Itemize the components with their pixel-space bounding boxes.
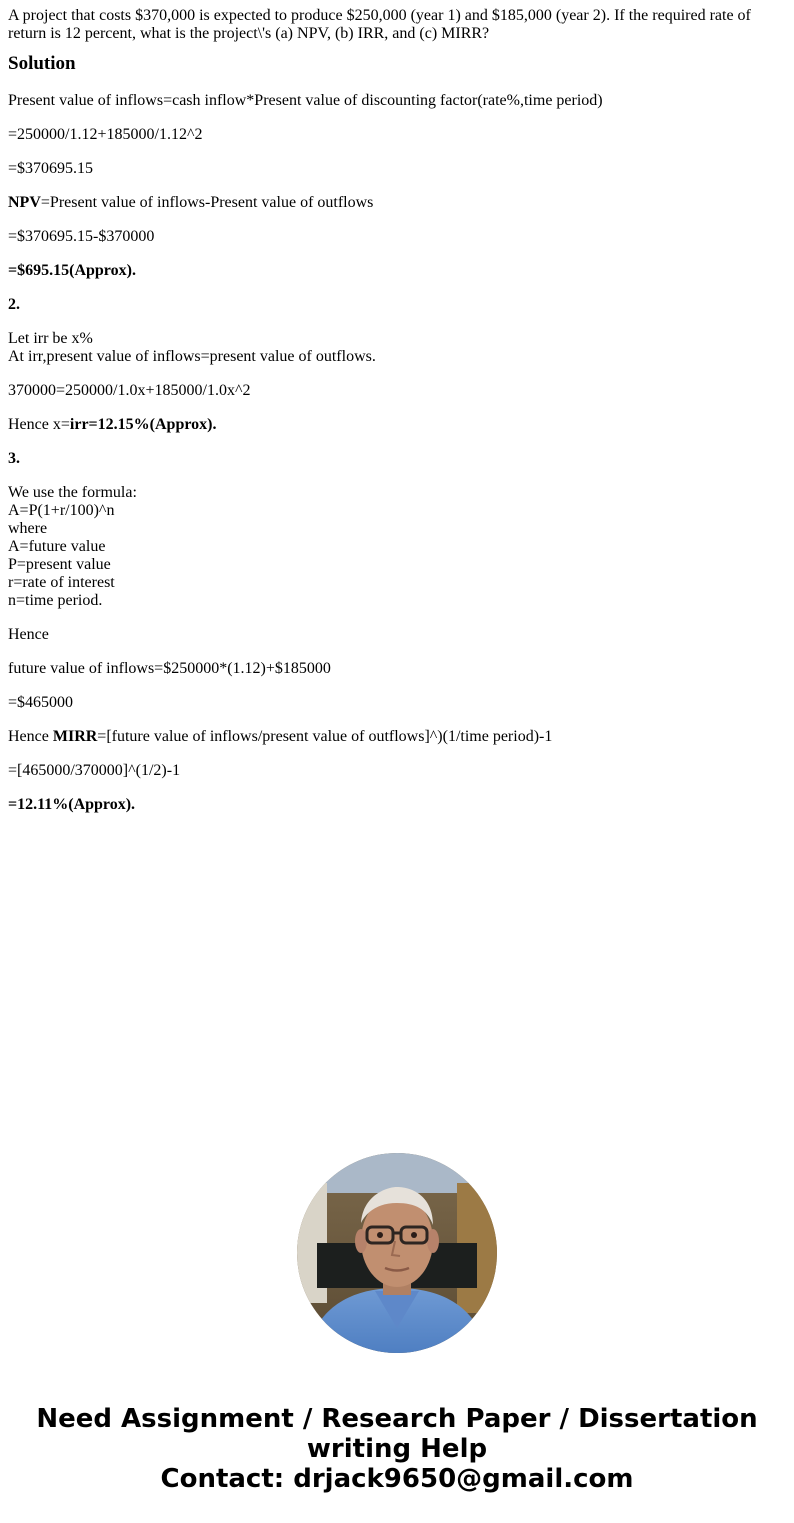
mirr-result: =12.11%(Approx). xyxy=(8,796,136,813)
formula-block xyxy=(8,484,786,610)
hence-line: Hence xyxy=(8,626,49,643)
question-text: A project that costs $370,000 is expected to produce $250,000 (year 1) and $185,000 (year 2). If the required rate of return is 12 percent, what is the project\'s (a) NPV, (b) IRR, and (c) MIRR? xyxy=(8,7,751,42)
fv-result: =$465000 xyxy=(8,694,74,711)
irr-let: Let irr be x% xyxy=(8,330,93,347)
pv-definition: Present value of inflows=cash inflow*Present value of discounting factor(rate%,time period) xyxy=(8,92,603,109)
formula-def-r: r=rate of interest xyxy=(8,574,115,591)
solution-heading: Solution xyxy=(8,53,76,74)
part-c-number-line xyxy=(8,450,786,468)
formula-def-n: n=time period. xyxy=(8,592,103,609)
irr-hence: Hence x= xyxy=(8,416,70,433)
npv-result: =$695.15(Approx). xyxy=(8,262,136,279)
mirr-formula: =[future value of inflows/present value of outflows]^)(1/time period)-1 xyxy=(97,728,553,745)
promo-line-2: writing Help xyxy=(306,1434,488,1464)
mirr-formula-line xyxy=(8,728,786,746)
npv-label: NPV xyxy=(8,194,41,211)
part-b-number-line xyxy=(8,296,786,314)
mirr-calculation: =[465000/370000]^(1/2)-1 xyxy=(8,762,181,779)
promo-line-1: Need Assignment / Research Paper / Dissertation xyxy=(36,1404,758,1434)
mirr-result-line xyxy=(8,796,786,814)
npv-formula-line xyxy=(8,194,786,212)
pv-calculation: =250000/1.12+185000/1.12^2 xyxy=(8,126,203,143)
formula-equation: A=P(1+r/100)^n xyxy=(8,502,115,519)
fv-calculation: future value of inflows=$250000*(1.12)+$185000 xyxy=(8,660,331,677)
irr-result: irr=12.15%(Approx). xyxy=(69,416,217,433)
formula-def-a: A=future value xyxy=(8,538,106,555)
formula-intro: We use the formula: xyxy=(8,484,137,501)
formula-def-p: P=present value xyxy=(8,556,111,573)
pv-result: =$370695.15 xyxy=(8,160,94,177)
irr-result-line xyxy=(8,416,786,434)
author-avatar xyxy=(297,1153,497,1353)
irr-condition: At irr,present value of inflows=present value of outflows. xyxy=(8,348,376,365)
npv-result-line xyxy=(8,262,786,280)
mirr-label: MIRR xyxy=(52,728,98,745)
mirr-hence: Hence xyxy=(8,728,53,745)
formula-where: where xyxy=(8,520,48,537)
author-portrait-icon xyxy=(297,1153,497,1353)
part-b-number: 2. xyxy=(8,296,20,313)
promo-banner xyxy=(0,1404,794,1494)
promo-contact: Contact: drjack9650@gmail.com xyxy=(160,1464,634,1494)
npv-calculation: =$370695.15-$370000 xyxy=(8,228,155,245)
npv-formula: =Present value of inflows-Present value of outflows xyxy=(40,194,374,211)
solution-document xyxy=(8,7,786,830)
part-c-number: 3. xyxy=(8,450,20,467)
irr-intro xyxy=(8,330,786,366)
irr-equation: 370000=250000/1.0x+185000/1.0x^2 xyxy=(8,382,251,399)
